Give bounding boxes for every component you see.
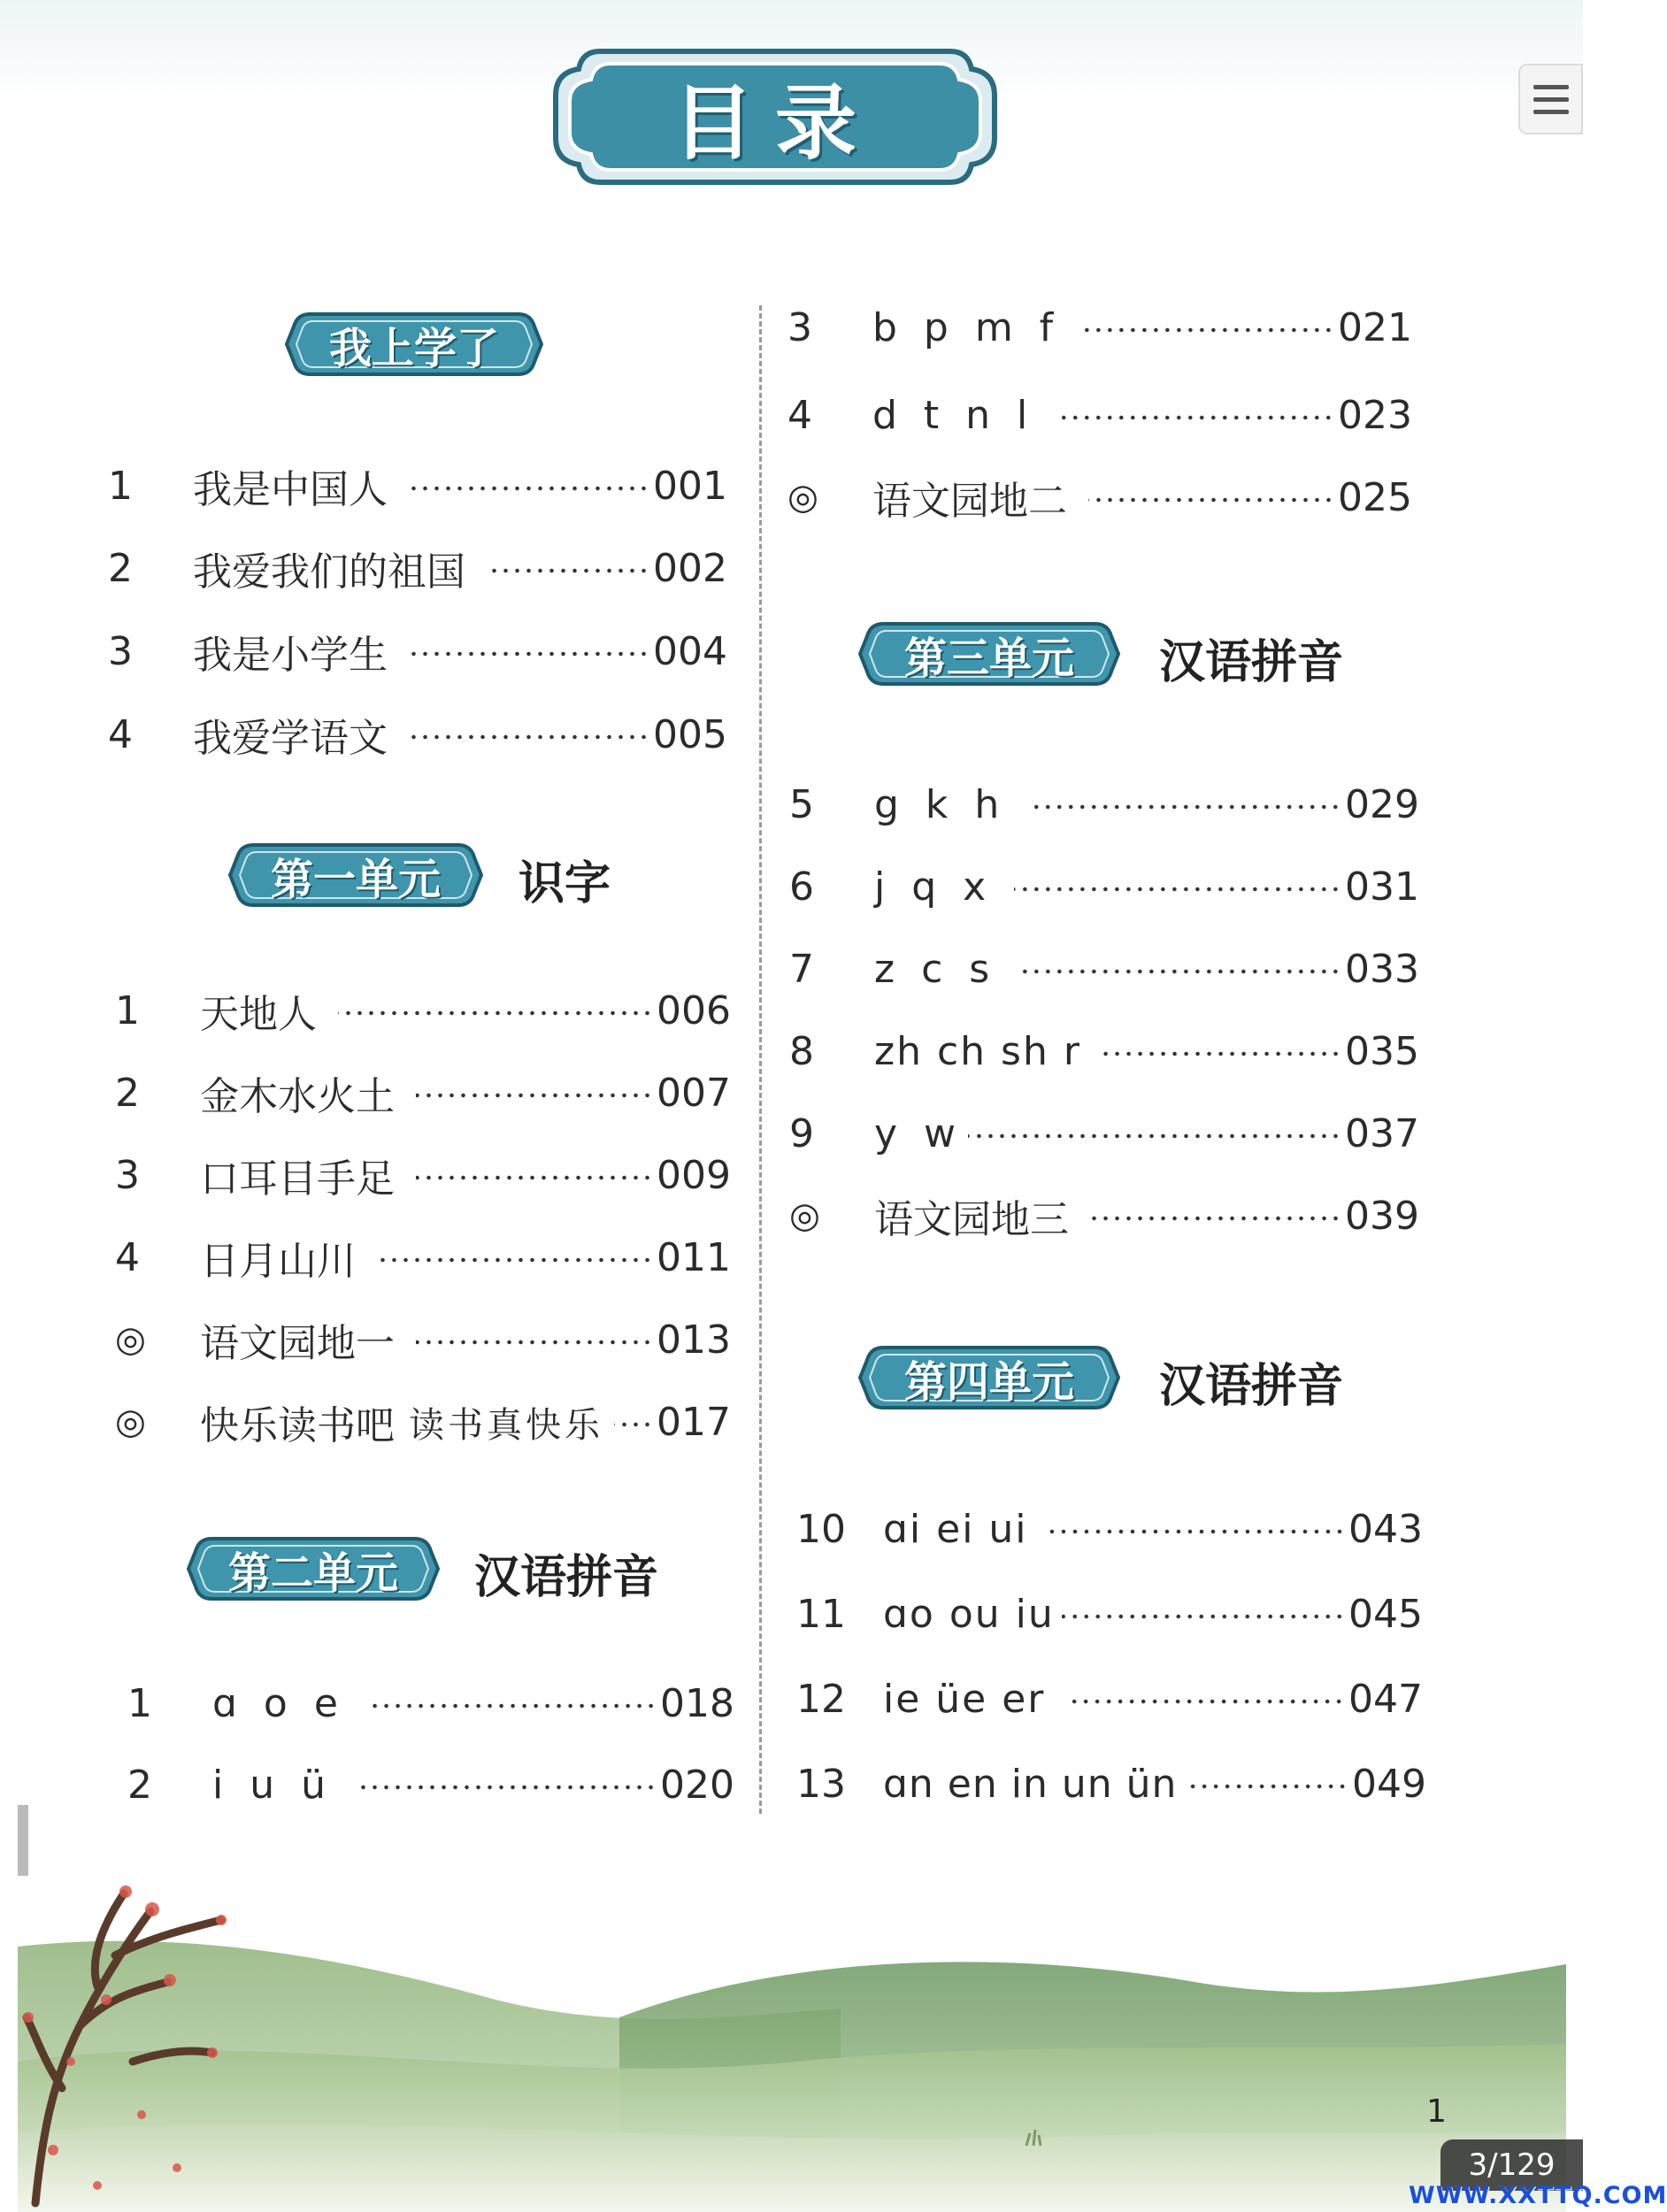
entry-page: 004 bbox=[653, 628, 727, 674]
section-label: 我上学了 bbox=[328, 323, 499, 373]
toc-entry[interactable] bbox=[789, 1020, 1419, 1082]
entry-title: 我爱我们的祖国 bbox=[193, 549, 465, 595]
dot-leader bbox=[1102, 1050, 1341, 1057]
toc-entry[interactable] bbox=[108, 703, 727, 765]
entry-title: zh ch sh r bbox=[874, 1028, 1081, 1074]
landscape-illustration bbox=[0, 1796, 1583, 2212]
entry-title: ie üe er bbox=[883, 1676, 1046, 1722]
entry-title: b p m f bbox=[872, 304, 1061, 350]
watermark: WWW.XXTTQ.COM bbox=[1409, 2182, 1667, 2209]
section-pill-unit-3 bbox=[855, 618, 1124, 689]
entry-title: 快乐读书吧 bbox=[200, 1403, 395, 1448]
dot-leader bbox=[1066, 1698, 1345, 1705]
entry-page: 049 bbox=[1352, 1761, 1426, 1807]
entry-number: 7 bbox=[789, 946, 814, 992]
entry-page: 018 bbox=[660, 1680, 734, 1726]
entry-page: 013 bbox=[657, 1317, 731, 1363]
entry-page: 007 bbox=[657, 1070, 731, 1116]
entry-number: 1 bbox=[115, 987, 140, 1033]
entry-number: 1 bbox=[108, 463, 133, 509]
entry-number: 13 bbox=[796, 1761, 846, 1807]
entry-title: 语文园地二 bbox=[872, 479, 1067, 524]
menu-button[interactable] bbox=[1518, 64, 1583, 134]
entry-page: 035 bbox=[1345, 1028, 1419, 1074]
entry-title: 语文园地三 bbox=[874, 1197, 1069, 1242]
entry-number: 9 bbox=[789, 1110, 814, 1156]
entry-number: 6 bbox=[789, 864, 814, 910]
entry-title: ɑo ou iu bbox=[883, 1591, 1055, 1637]
entry-number: 5 bbox=[789, 781, 814, 827]
entry-page: 020 bbox=[660, 1762, 734, 1808]
entry-page: 017 bbox=[657, 1399, 731, 1445]
entry-number: 3 bbox=[787, 304, 812, 350]
entry-title: d t n l bbox=[872, 392, 1035, 438]
entry-title: 语文园地一 bbox=[200, 1321, 395, 1366]
entry-title: 日月山川 bbox=[200, 1239, 356, 1284]
section-label: 第一单元 bbox=[270, 854, 441, 904]
entry-title: 口耳目手足 bbox=[200, 1156, 395, 1202]
dot-leader bbox=[1189, 1783, 1348, 1790]
page-counter: 3/129 bbox=[1440, 2139, 1583, 2191]
entry-page: 009 bbox=[657, 1152, 731, 1198]
toc-entry[interactable] bbox=[115, 1226, 731, 1288]
section-subtitle: 汉语拼音 bbox=[474, 1551, 659, 1604]
dot-leader bbox=[409, 733, 649, 741]
entry-title: j q x bbox=[874, 864, 994, 910]
entry-title: i u ü bbox=[212, 1762, 333, 1808]
toc-entry[interactable] bbox=[115, 1391, 731, 1453]
entry-page: 029 bbox=[1345, 781, 1419, 827]
bullet-circle-icon: ◎ bbox=[787, 477, 818, 518]
entry-page: 001 bbox=[653, 463, 727, 509]
entry-number: 4 bbox=[787, 392, 812, 438]
entry-title: 金木水火土 bbox=[200, 1074, 395, 1119]
entry-number: 1 bbox=[127, 1680, 152, 1726]
section-pill-unit-1 bbox=[225, 840, 487, 910]
dot-leader bbox=[409, 650, 649, 657]
entry-page: 023 bbox=[1338, 392, 1412, 438]
section-pill-wo-shang-xue-le bbox=[281, 309, 547, 380]
toc-entry[interactable] bbox=[787, 466, 1412, 528]
dot-leader bbox=[366, 1702, 657, 1709]
entry-page: 031 bbox=[1345, 864, 1419, 910]
dot-leader bbox=[354, 1784, 657, 1791]
entry-number: 3 bbox=[115, 1152, 140, 1198]
entry-page: 039 bbox=[1345, 1193, 1419, 1239]
entry-number: 11 bbox=[796, 1591, 846, 1637]
toc-entry[interactable] bbox=[108, 537, 727, 599]
dot-leader bbox=[1049, 1528, 1345, 1535]
entry-number: 2 bbox=[127, 1762, 152, 1808]
entry-title: g k h bbox=[874, 781, 1007, 827]
column-divider bbox=[759, 305, 762, 1814]
section-label: 第四单元 bbox=[903, 1356, 1074, 1407]
toc-entry[interactable] bbox=[108, 455, 727, 517]
dot-leader bbox=[1014, 886, 1341, 893]
section-pill-unit-2 bbox=[183, 1533, 443, 1604]
entry-page: 005 bbox=[653, 711, 727, 757]
page-number: 1 bbox=[1426, 2093, 1447, 2130]
dot-leader bbox=[1062, 1613, 1345, 1620]
dot-leader bbox=[416, 1174, 653, 1181]
dot-leader bbox=[1081, 326, 1334, 334]
bullet-circle-icon: ◎ bbox=[115, 1402, 146, 1442]
dot-leader bbox=[1018, 968, 1341, 975]
dot-leader bbox=[487, 567, 649, 574]
toc-entry[interactable] bbox=[789, 1102, 1419, 1164]
dot-leader bbox=[968, 1133, 1341, 1140]
entry-title: 我爱学语文 bbox=[193, 716, 388, 761]
entry-number: 2 bbox=[108, 545, 133, 591]
entry-page: 006 bbox=[657, 987, 731, 1033]
entry-page: 047 bbox=[1348, 1676, 1423, 1722]
entry-number: 8 bbox=[789, 1028, 814, 1074]
toc-entry[interactable] bbox=[789, 938, 1419, 1000]
entry-title: ɑn en in un ün bbox=[883, 1761, 1178, 1807]
dot-leader bbox=[1056, 414, 1334, 421]
entry-page: 002 bbox=[653, 545, 727, 591]
menu-icon-bar bbox=[1533, 85, 1569, 89]
dot-leader bbox=[1088, 496, 1334, 503]
entry-page: 037 bbox=[1345, 1110, 1419, 1156]
toc-entry[interactable] bbox=[115, 1309, 731, 1371]
entry-page: 045 bbox=[1348, 1591, 1423, 1637]
dot-leader bbox=[377, 1256, 653, 1263]
toc-entry[interactable] bbox=[108, 620, 727, 682]
dot-leader bbox=[1027, 803, 1341, 810]
menu-icon-bar bbox=[1533, 97, 1569, 102]
entry-page: 021 bbox=[1338, 304, 1412, 350]
entry-number: 3 bbox=[108, 628, 133, 674]
entry-title: 我是小学生 bbox=[193, 633, 388, 678]
toc-entry[interactable] bbox=[796, 1583, 1423, 1645]
bullet-circle-icon: ◎ bbox=[789, 1195, 820, 1236]
toc-entry[interactable] bbox=[115, 1062, 731, 1124]
toc-entry[interactable] bbox=[796, 1668, 1423, 1730]
entry-page: 033 bbox=[1345, 946, 1419, 992]
title-banner bbox=[547, 42, 1003, 191]
entry-subtitle: 读书真快乐 bbox=[409, 1404, 603, 1446]
section-label: 第二单元 bbox=[227, 1548, 398, 1598]
entry-title: z c s bbox=[874, 946, 997, 992]
toc-entry[interactable] bbox=[789, 773, 1419, 835]
entry-title: y w bbox=[874, 1110, 964, 1156]
entry-title: ɑ o e bbox=[212, 1680, 345, 1726]
section-label: 第三单元 bbox=[903, 633, 1074, 683]
toc-entry[interactable] bbox=[787, 296, 1412, 358]
toc-entry[interactable] bbox=[789, 1185, 1419, 1247]
entry-page: 011 bbox=[657, 1234, 731, 1280]
entry-page: 043 bbox=[1348, 1506, 1423, 1552]
section-subtitle: 汉语拼音 bbox=[1159, 1360, 1344, 1413]
toc-entry[interactable] bbox=[796, 1498, 1423, 1560]
toc-entry[interactable] bbox=[127, 1672, 734, 1734]
toc-entry[interactable] bbox=[787, 384, 1412, 446]
dot-leader bbox=[416, 1339, 653, 1346]
menu-icon-bar bbox=[1533, 110, 1569, 114]
entry-number: 12 bbox=[796, 1676, 846, 1722]
section-subtitle: 识字 bbox=[519, 857, 611, 910]
dot-leader bbox=[416, 1092, 653, 1099]
entry-number: 4 bbox=[115, 1234, 140, 1280]
toc-entry[interactable] bbox=[115, 1144, 731, 1206]
dot-leader bbox=[409, 485, 649, 492]
entry-title: 天地人 bbox=[200, 992, 317, 1037]
page-title: 目录 bbox=[672, 76, 878, 171]
entry-title: 我是中国人 bbox=[193, 467, 388, 512]
entry-number: 4 bbox=[108, 711, 133, 757]
toc-entry[interactable] bbox=[789, 856, 1419, 918]
entry-number: 10 bbox=[796, 1506, 846, 1552]
dot-leader bbox=[1090, 1215, 1341, 1222]
entry-title: ɑi ei ui bbox=[883, 1506, 1028, 1552]
bullet-circle-icon: ◎ bbox=[115, 1319, 146, 1360]
dot-leader bbox=[338, 1010, 653, 1017]
dot-leader bbox=[614, 1421, 653, 1428]
entry-page: 025 bbox=[1338, 474, 1412, 520]
section-subtitle: 汉语拼音 bbox=[1159, 636, 1344, 689]
entry-number: 2 bbox=[115, 1070, 140, 1116]
section-pill-unit-4 bbox=[855, 1342, 1124, 1413]
toc-entry[interactable] bbox=[115, 979, 731, 1041]
